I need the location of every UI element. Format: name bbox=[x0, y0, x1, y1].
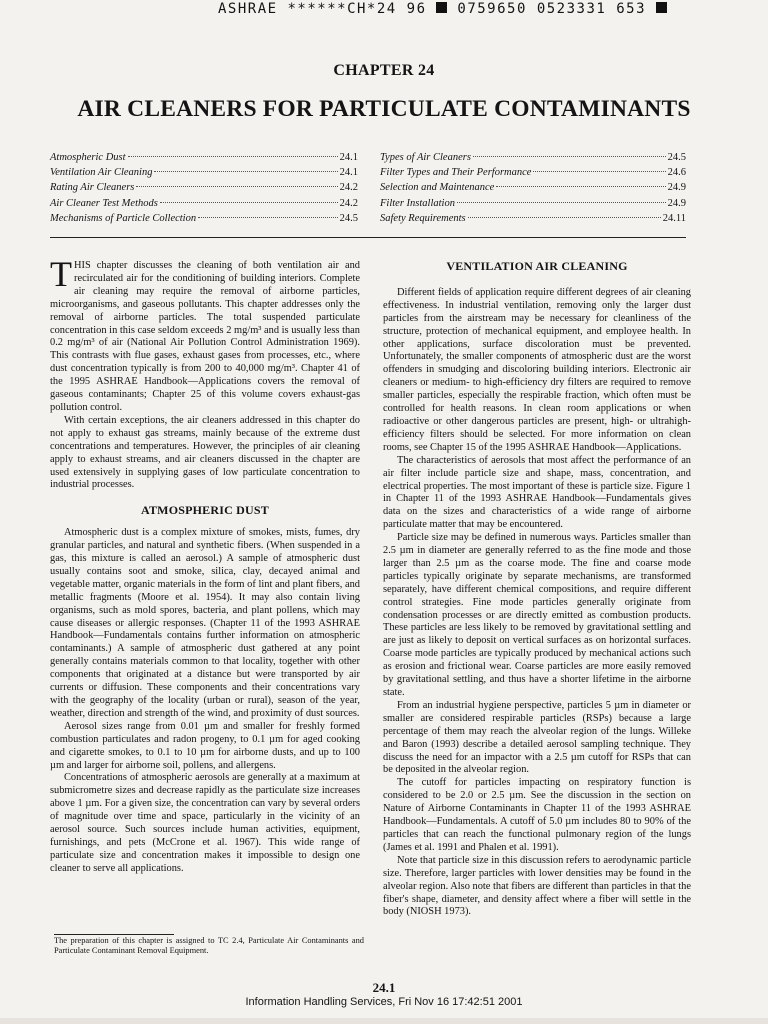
toc-item-page: 24.1 bbox=[339, 167, 358, 179]
body-paragraph: From an industrial hygiene perspective, particles 5 µm in diameter or smaller are considered respirable particles (RSPs) because a large percentage of them may reach the alveolar region of the lungs. Willeke and Baron (1993) describe a detailed aerosol sampling technique. They discuss the need for an impactor with a 2.5 µm cutoff for RSPs that can be deposited in the alveolar region. bbox=[383, 699, 691, 776]
toc-item[interactable] bbox=[50, 196, 358, 211]
intro-paragraph bbox=[50, 254, 360, 415]
body-paragraph: The characteristics of aerosols that most affect the performance of an air filter include particle size and shape, mass, concentration, and electrical properties. The most important of these is particle size. Figure 1 in Chapter 11 of the 1993 ASHRAE Handbook—Fundamentals gives data on the sizes and characteristics of a wide range of airborne particulate matter that may be encountered. bbox=[383, 454, 691, 531]
section-heading: ATMOSPHERIC DUST bbox=[141, 503, 269, 518]
left-column bbox=[50, 254, 360, 876]
toc-item-title: Atmospheric Dust bbox=[50, 152, 126, 163]
toc-item-page: 24.11 bbox=[662, 212, 686, 224]
footnote: The preparation of this chapter is assigned to TC 2.4, Particulate Air Contaminants and Particulate Contaminant Removal Equipment. bbox=[54, 936, 364, 955]
toc-item-title: Ventilation Air Cleaning bbox=[50, 167, 153, 179]
toc-item-title: Types of Air Cleaners bbox=[380, 152, 471, 163]
footer-source-stamp: Information Handling Services, Fri Nov 16 17:42:51 2001 bbox=[245, 996, 523, 1008]
chapter-label: CHAPTER 24 bbox=[333, 62, 435, 79]
body-paragraph: Note that particle size in this discussion refers to aerodynamic particle size. Therefore, larger particles with lower densities may be found in the alveolar region. Also note that fibers are different than particles in that the fiber's shape, diameter, and density affect where a fiber will settle in the body (NIOSH 1973). bbox=[383, 854, 691, 918]
right-column bbox=[383, 260, 691, 919]
toc-item-page: 24.9 bbox=[667, 182, 686, 194]
toc-item-title: Safety Requirements bbox=[380, 212, 466, 224]
toc-item[interactable] bbox=[380, 211, 686, 226]
toc-item[interactable] bbox=[50, 165, 358, 180]
toc-divider bbox=[50, 237, 686, 238]
body-paragraph: Aerosol sizes range from 0.01 µm and smaller for freshly formed combustion particulates and radon progeny, to 0.1 µm for aged cooking and cigarette smokes, to 0.1 to 10 µm for airborne dusts, and up to 100 µm and larger for airborne soil, pollens, and allergens. bbox=[50, 720, 360, 771]
intro-text: HIS chapter discusses the cleaning of both ventilation air and recirculated air for the conditioning of building interiors. Complete air cleaning may require the removal of airborne particles, microorganisms, and gaseous pollutants. This chapter addresses only the removal of airborne particles. The total suspended particulate concentration in this case seldom exceeds 2 mg/m³ and is usually less than 0.2 mg/m³ of air (National Air Pollution Control Administration 1969). This contrasts with flue gases, exhaust gases from processes, etc., where dust concentration typically is from 200 to 40,000 mg/m³. Chapter 41 of the 1995 ASHRAE Handbook—Applications covers the removal of gaseous contaminants; Chapter 25 of this volume covers exhaust-gas pollution control. bbox=[50, 260, 360, 413]
black-block-icon bbox=[436, 2, 447, 13]
toc-item[interactable] bbox=[380, 196, 686, 211]
toc-item-page: 24.5 bbox=[667, 152, 686, 163]
toc-item-title: Mechanisms of Particle Collection bbox=[50, 212, 197, 224]
toc-item-title: Rating Air Cleaners bbox=[50, 182, 135, 194]
footnote-divider bbox=[54, 934, 174, 935]
scan-header-code bbox=[218, 0, 758, 18]
toc-item[interactable] bbox=[380, 165, 686, 180]
toc-item[interactable] bbox=[50, 211, 358, 226]
black-block-icon bbox=[656, 2, 667, 13]
toc-item[interactable] bbox=[50, 150, 358, 165]
toc-item-title: Selection and Maintenance bbox=[380, 182, 495, 194]
toc-item-page: 24.5 bbox=[339, 212, 358, 224]
toc-item-page: 24.1 bbox=[339, 152, 358, 163]
toc-item[interactable] bbox=[380, 180, 686, 195]
header-code-right: 0759650 0523331 653 bbox=[457, 1, 647, 17]
toc-item-page: 24.6 bbox=[667, 167, 686, 179]
body-paragraph: Concentrations of atmospheric aerosols are generally at a maximum at submicrometre sizes and decrease rapidly as the particulate size increases above 1 µm. For a given size, the concentration can vary by several orders of magnitude over time and space, particularly in the vicinity of an aerosol source. Such sources include human activities, equipment, furnishings, and pets (McCrone et al. 1967). This wide range of particulate size and concentration makes it impossible to design one cleaner to serve all applications. bbox=[50, 772, 360, 874]
body-paragraph: Atmospheric dust is a complex mixture of smokes, mists, fumes, dry granular particles, and natural and synthetic fibers. (When suspended in a gas, this mixture is called an aerosol.) A sample of atmospheric dust usually contains soot and smoke, silica, clay, decayed animal and vegetable matter, organic materials in the form of lint and plant fibers, and metallic fragments (Moore et al. 1954). It may also contain living organisms, such as mold spores, bacteria, and plant pollens, which may cause diseases or allergic responses. (Chapter 11 of the 1993 ASHRAE Handbook—Fundamentals contains further information on atmospheric contaminants.) A sample of atmospheric dust gathered at any point generally contains materials common to that locality, together with other components that originated at a distance but were transported by air currents or diffusion. These components and their concentrations vary with the geography of the locality (urban or rural), season of the year, weather, direction and strength of the wind, and proximity of dust sources. bbox=[50, 527, 360, 719]
body-paragraph: Particle size may be defined in numerous ways. Particles smaller than 2.5 µm in diameter are generally referred to as the fine mode and those larger than 2.5 µm as the coarse mode. The fine and coarse mode particles typically originate by separate mechanisms, are transformed separately, have different chemical compositions, and require different control strategies. Fine mode particles generally originate from condensation processes or are directly emitted as combustion products. These particles are less likely to be removed by gravitational settling and are just as likely to deposit on vertical surfaces as on horizontal surfaces. Coarse mode particles are typically produced by mechanical actions such as erosion and frictional wear. Coarse particles are more easily removed by gravitational settling, and thus have a shorter lifetime in the airborne state. bbox=[383, 532, 691, 698]
section-heading: VENTILATION AIR CLEANING bbox=[446, 259, 628, 273]
toc-item-page: 24.2 bbox=[339, 197, 358, 209]
toc-item-page: 24.9 bbox=[667, 197, 686, 209]
toc-item-title: Filter Types and Their Performance bbox=[380, 167, 532, 179]
body-paragraph: Different fields of application require different degrees of air cleaning effectiveness. In industrial ventilation, removing only the larger dust particles from the airstream may be necessary for cleanliness of the structure, protection of mechanical equipment, and employee health. In other applications, surface discoloration must be prevented. Unfortunately, the smaller components of atmospheric dust are the worst offenders in smudging and discoloring building interiors. Electronic air cleaners or medium- to high-efficiency dry filters are required to remove smaller particles, especially the respirable fraction, which often must be controlled for health reasons. In clean room applications or when radioactive or other dangerous particles are present, high- or ultrahigh-efficiency filters should be selected. For more information on clean rooms, see Chapter 15 of the 1995 ASHRAE Handbook—Applications. bbox=[383, 286, 691, 453]
page-number: 24.1 bbox=[372, 980, 396, 995]
page-title: AIR CLEANERS FOR PARTICULATE CONTAMINANTS bbox=[77, 96, 691, 122]
header-code-mid: 96 bbox=[406, 1, 427, 17]
toc-item[interactable] bbox=[50, 180, 358, 195]
toc-item-page: 24.2 bbox=[339, 182, 358, 194]
toc-left bbox=[50, 150, 358, 226]
toc-item-title: Filter Installation bbox=[380, 197, 455, 209]
toc-item[interactable] bbox=[380, 150, 686, 165]
toc-item-title: Air Cleaner Test Methods bbox=[50, 197, 158, 209]
scan-edge bbox=[0, 1018, 768, 1024]
toc-right bbox=[380, 150, 686, 226]
header-code-left: ASHRAE ******CH*24 bbox=[218, 1, 397, 17]
drop-cap: T bbox=[50, 254, 72, 294]
body-paragraph: The cutoff for particles impacting on respiratory function is considered to be 2.0 or 2.5 µm. See the discussion in the section on Nature of Airborne Contaminants in Chapter 11 of the 1993 ASHRAE Handbook—Fundamentals. A cutoff of 5.0 µm includes 80 to 90% of the particles that can reach the functional pulmonary region of the lungs (James et al. 1991 and Phalen et al. 1991). bbox=[383, 777, 691, 853]
body-paragraph: With certain exceptions, the air cleaners addressed in this chapter do not apply to exhaust gas streams, mainly because of the extreme dust concentrations and temperatures. However, the principles of air cleaning apply to exhaust streams, and air cleaners discussed in the chapter are used extensively in supplying gases of low particulate concentration to industrial processes. bbox=[50, 414, 360, 491]
